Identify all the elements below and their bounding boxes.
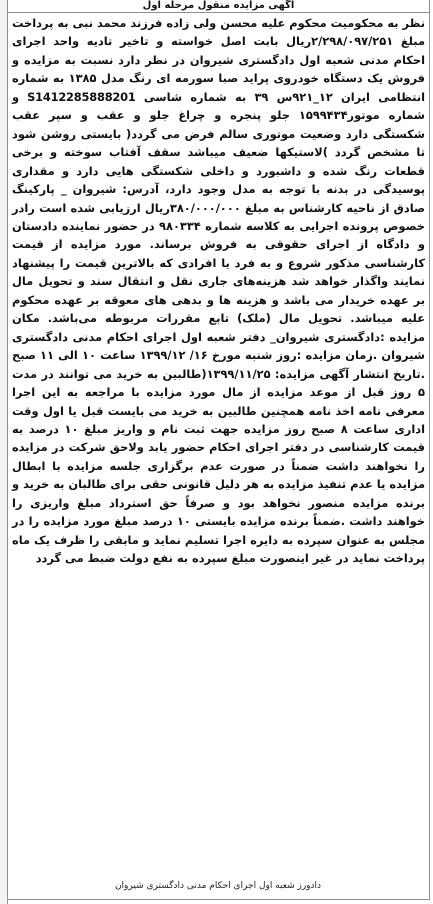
notice-signature: دادورز شعبه اول اجرای احکام مدنی دادگستری شیروان bbox=[114, 881, 322, 891]
notice-body: نظر به محکومیت محکوم علیه محسن ولی زاده فرزند محمد نبی به پرداخت مبلغ ۲/۲۹۸/۰۹۷/۲۵۱ریال بابت اصل خواسته و تاخیر تادیه واحد اجرای احکام مدنی شعبه اول دادگستری شیروان در نظر دارد نسبت به مزایده و فروش یک دستگاه خودروی پراید صبا سورمه ای رنگ مدل ۱۳۸۵ به شماره انتظامی ایران ۱۲_۹۲۱س ۳۹ به شماره شاسی S1412285888201 و شماره موتور۱۵۹۹۴۳۴ جلو پنجره و چراغ جلو و عقب و سپر عقب شکستگی دارد وضعیت موتوری سالم فرض می گردد( بایستی روشن شود تا مشخص گردد )لاستیکها ضعیف میباشد سقف آفتاب سوخته و برخی قطعات رنگ شده و داشبورد و داخلی شکستگی هایی دارد و مقداری پوسیدگی در بدنه با توجه به مدل وجود دارد، آدرس: شیروان _ پارکینگ صادق از ناحیه کارشناس به مبلغ ۳۸۰/۰۰۰/۰۰۰ریال ارزیابی شده است رادر خصوص پرونده اجرایی به کلاسه شماره ۹۸۰۳۳۴ در حضور نماینده دادستان و دادگاه از اجرای حقوقی به فروش برساند. مورد مزایده از قیمت کارشناسی مذکور شروع و به فرد یا افرادی که بالاترین قیمت را پیشنهاد نمایند واگذار خواهد شد هزینه‌های جاری نقل و انتقال سند و تحویل مال بر عهده خریدار می باشد و هزینه ها و بدهی های معوقه بر عهده محکوم علیه میباشد. تحویل مال (ملک) تابع مقررات مربوطه می‌باشد. مکان مزایده :دادگستری شیروان_ دفتر شعبه اول اجرای احکام مدنی دادگستری شیروان .زمان مزایده :روز شنبه مورخ ۱۶/ ۱۳۹۹/۱۲ ساعت ۱۰ الی ۱۱ صبح .تاریخ انتشار آگهی مزایده: ۱۳۹۹/۱۱/۲۵(طالبین به خرید می توانند در مدت ۵ روز قبل از موعد مزایده از مال مورد مزایده با مراجعه به این اجرا معرفی نامه اخذ نامه همچنین طالبین به خرید می بایست قبل یا اول وقت اداری ساعت ۸ صبح روز مزایده جهت ثبت نام و واریز مبلغ ۱۰ درصد به قیمت کارشناسی در دفتر اجرای احکام حضور یابد ولاحق شرکت در مزایده را نخواهند داشت ضمناً در صورت عدم برگزاری جلسه مزایده با ابطال مزایده یا عدم تنفیذ مزایده به هر دلیل قانونی حقی برای طالبان به خرید و برنده مزایده منصور نخواهد بود و صرفاً حق استرداد مبلغ واریزی را خواهند داشت .ضمناً برنده مزایده بایستی ۱۰ درصد مبلغ مورد مزایده را در مجلس به عنوان سپرده به دایره اجرا تسلیم نماید و مابقی را ظرف یک ماه پرداخت نماید در غیر اینصورت مبلغ سپرده به نفع دولت ضبط می گردد bbox=[12, 16, 426, 566]
notice-title: آگهی مزایده منقول مرحله اول bbox=[8, 0, 429, 13]
